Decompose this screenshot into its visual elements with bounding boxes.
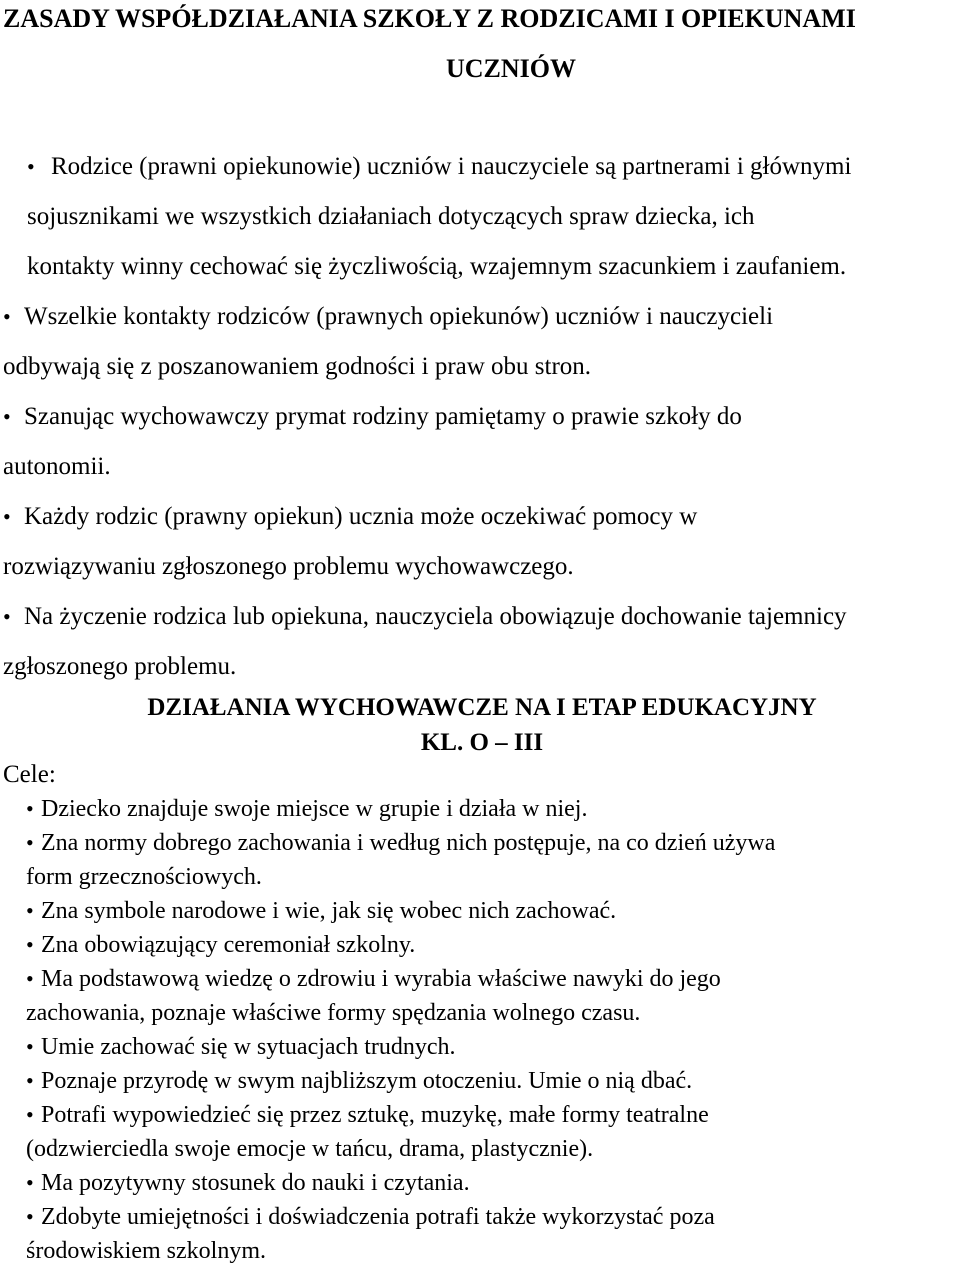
- bullet-icon: •: [26, 932, 34, 957]
- principle-item: [0, 392, 960, 442]
- principles-list: [0, 142, 960, 692]
- goal-item: [26, 928, 956, 962]
- bullet-icon: •: [26, 1068, 34, 1093]
- principle-item: [0, 592, 960, 642]
- principle-item: [0, 142, 960, 192]
- principle-continuation: [0, 442, 960, 492]
- goal-continuation: [26, 860, 956, 894]
- goal-text: Potrafi wypowiedzieć się przez sztukę, muzykę, małe formy teatralne: [41, 1102, 709, 1128]
- goal-item: [26, 1200, 956, 1234]
- goal-item: [26, 1030, 956, 1064]
- document-title-line-2: UCZNIÓW: [445, 54, 576, 83]
- goal-continuation: [26, 996, 956, 1030]
- goals-list: [26, 792, 956, 1268]
- goal-text: Zna obowiązujący ceremoniał szkolny.: [41, 932, 416, 958]
- goal-item: [26, 792, 956, 826]
- goal-text: zachowania, poznaje właściwe formy spędzania wolnego czasu.: [26, 1000, 641, 1026]
- goal-item: [26, 1166, 956, 1200]
- principle-text: Rodzice (prawni opiekunowie) uczniów i nauczyciele są partnerami i głównymi: [51, 153, 852, 180]
- bullet-icon: •: [3, 404, 11, 429]
- section-heading: DZIAŁANIA WYCHOWAWCZE NA I ETAP EDUKACYJNY: [147, 694, 817, 721]
- bullet-icon: •: [26, 966, 34, 991]
- goal-continuation: [26, 1132, 956, 1166]
- goal-text: Zdobyte umiejętności i doświadczenia potrafi także wykorzystać poza: [41, 1204, 715, 1230]
- bullet-icon: •: [26, 898, 34, 923]
- goal-text: środowiskiem szkolnym.: [26, 1238, 266, 1264]
- principle-text: sojusznikami we wszystkich działaniach dotyczących spraw dziecka, ich: [27, 203, 755, 230]
- goal-text: Zna symbole narodowe i wie, jak się wobec nich zachować.: [41, 898, 617, 924]
- principle-text: autonomii.: [3, 453, 111, 480]
- principle-text: Każdy rodzic (prawny opiekun) ucznia może oczekiwać pomocy w: [24, 503, 698, 530]
- goals-label: Cele:: [3, 761, 56, 788]
- principle-item: [0, 492, 960, 542]
- principle-continuation: [0, 342, 960, 392]
- goal-item: [26, 894, 956, 928]
- goal-item: [26, 826, 956, 860]
- bullet-icon: •: [26, 830, 34, 855]
- bullet-icon: •: [3, 504, 11, 529]
- bullet-icon: •: [26, 1170, 34, 1195]
- goal-continuation: [26, 1234, 956, 1268]
- bullet-icon: •: [26, 1034, 34, 1059]
- bullet-icon: •: [26, 796, 34, 821]
- principle-text: Na życzenie rodzica lub opiekuna, nauczyciela obowiązuje dochowanie tajemnicy: [24, 603, 847, 630]
- bullet-icon: •: [3, 604, 11, 629]
- goal-text: Zna normy dobrego zachowania i według nich postępuje, na co dzień używa: [41, 830, 776, 856]
- bullet-icon: •: [26, 1204, 34, 1229]
- goal-item: [26, 1098, 956, 1132]
- principle-continuation: [0, 242, 960, 292]
- principle-continuation: [0, 642, 960, 692]
- section-subheading: KL. O – III: [420, 729, 544, 756]
- principle-text: Szanując wychowawczy prymat rodziny pamiętamy o prawie szkoły do: [24, 403, 742, 430]
- goal-text: Ma pozytywny stosunek do nauki i czytania.: [41, 1170, 470, 1196]
- principle-text: zgłoszonego problemu.: [3, 653, 237, 680]
- principle-item: [0, 292, 960, 342]
- goal-text: Poznaje przyrodę w swym najbliższym otoczeniu. Umie o nią dbać.: [41, 1068, 693, 1094]
- bullet-icon: •: [27, 154, 35, 179]
- document-title-line-1: ZASADY WSPÓŁDZIAŁANIA SZKOŁY Z RODZICAMI I OPIEKUNAMI: [3, 4, 856, 33]
- principle-text: Wszelkie kontakty rodziców (prawnych opiekunów) uczniów i nauczycieli: [24, 303, 774, 330]
- goal-text: Ma podstawową wiedzę o zdrowiu i wyrabia właściwe nawyki do jego: [41, 966, 721, 992]
- goal-text: (odzwierciedla swoje emocje w tańcu, drama, plastycznie).: [26, 1136, 594, 1162]
- principle-continuation: [0, 192, 960, 242]
- goal-text: Dziecko znajduje swoje miejsce w grupie i działa w niej.: [41, 796, 588, 822]
- principle-text: kontakty winny cechować się życzliwością, wzajemnym szacunkiem i zaufaniem.: [27, 253, 847, 280]
- goal-text: Umie zachować się w sytuacjach trudnych.: [41, 1034, 456, 1060]
- principle-continuation: [0, 542, 960, 592]
- bullet-icon: •: [26, 1102, 34, 1127]
- principle-text: odbywają się z poszanowaniem godności i praw obu stron.: [3, 353, 592, 380]
- bullet-icon: •: [3, 304, 11, 329]
- goal-item: [26, 1064, 956, 1098]
- goal-item: [26, 962, 956, 996]
- goal-text: form grzecznościowych.: [26, 864, 262, 890]
- principle-text: rozwiązywaniu zgłoszonego problemu wychowawczego.: [3, 553, 574, 580]
